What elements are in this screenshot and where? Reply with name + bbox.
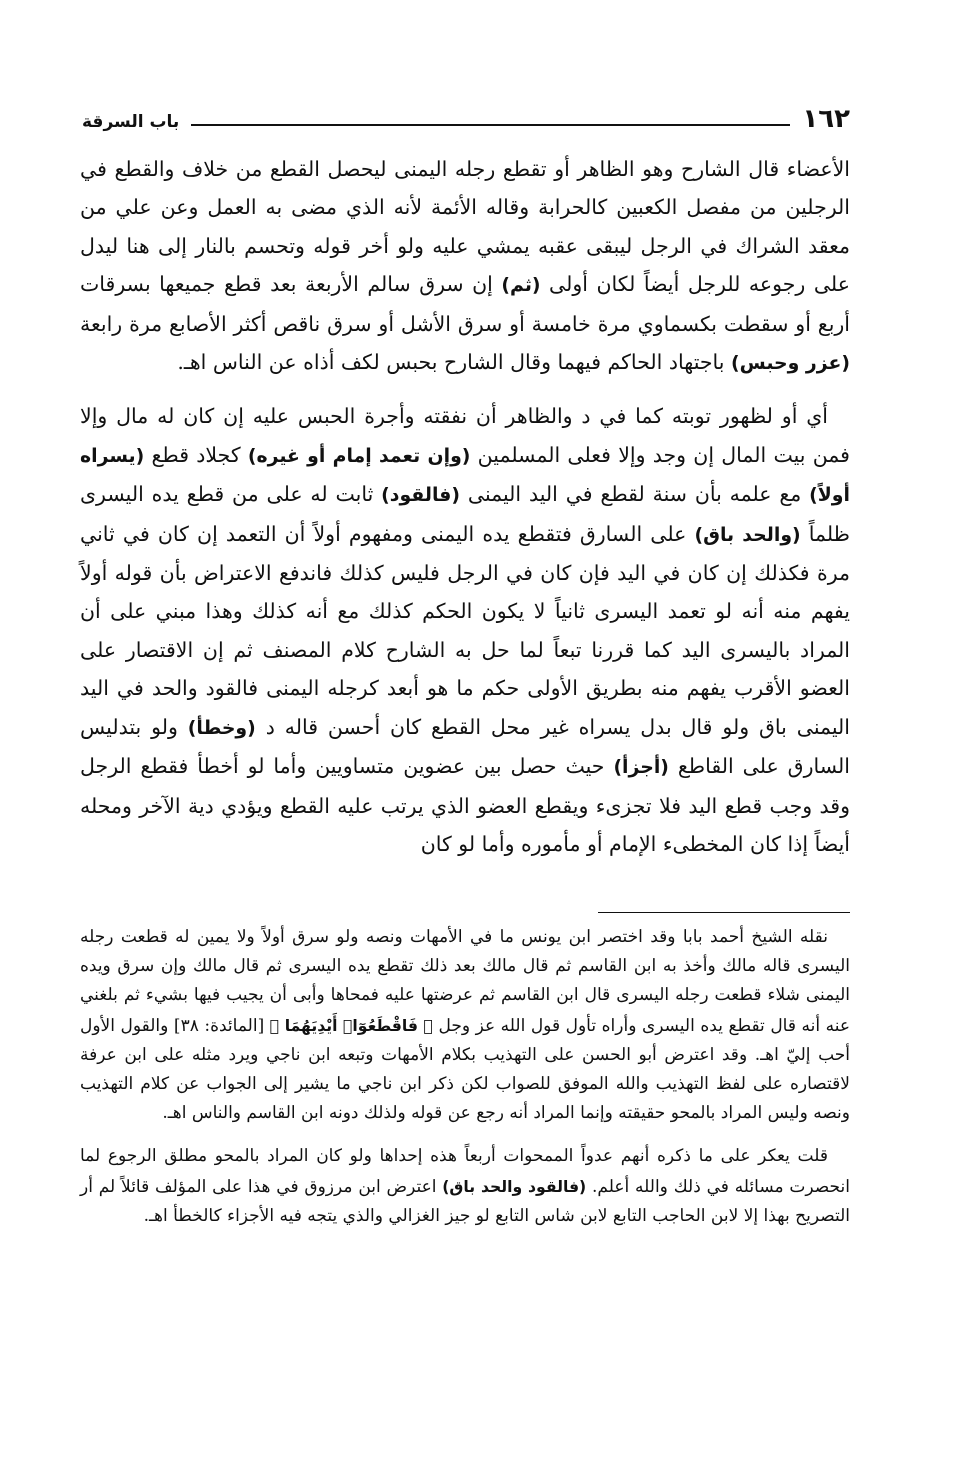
bold-term: (ثم) <box>501 274 541 297</box>
verse-reference: [المائدة: ٣٨] <box>173 1015 265 1036</box>
footnotes <box>80 923 850 1231</box>
bold-term: (عزر وحبس) <box>731 352 850 375</box>
chapter-title: باب السرقة <box>82 112 180 132</box>
header-rule <box>191 124 790 126</box>
text-run: ولو بتدليس السارق على القاطع <box>80 714 850 779</box>
main-paragraph-1 <box>80 150 850 382</box>
page-header <box>82 92 850 132</box>
bold-term: (يسراه أولاً) <box>80 444 850 507</box>
text-run: حيث حصل بين عضوين متساويين وأما لو أخطأ فقطع الرجل وقد وجب قطع اليد فلا تجزىء ويقطع العضو الذي يرتب عليه القطع ويؤدي دية الآخر ومحله أيضاً إذا كان المخطىء الإمام أو مأموره وأما لو كان <box>80 754 850 856</box>
text-run: نقله الشيخ أحمد بابا وقد اختصر ابن يونس ما في الأمهات ونصه ولو سرق أولاً ولا يمين له قطعت رجله اليسرى قاله مالك وأخذ به ابن القاسم ثم قال مالك بعد ذلك تقطع يده اليسرى ثم قال مالك وإن سرق ويده اليمنى شلاء قطعت رجله اليسرى قال ابن القاسم ثم عرضتها عليه فمحاها وأبى أن يجيب فيها بشيء ثم بلغني عنه أنه قال تقطع يده اليسرى وأراه تأول قول الله عز وجل <box>80 927 851 1036</box>
text-run: إن سرق سالم الأربعة بعد قطع جميعها بسرقات أربع أو سقطت بكسماوي مرة خامسة أو سرق الأشل أو سرق ناقص أكثر الأصابع مرة رابعة <box>80 272 850 336</box>
bold-term: (فالقود) <box>381 484 460 507</box>
main-paragraph-2 <box>80 397 850 863</box>
footnote-paragraph-1 <box>80 923 850 1128</box>
main-text <box>80 150 850 863</box>
bold-term: (فالقود والحد باق) <box>442 1176 587 1196</box>
footnote-separator <box>598 912 850 913</box>
text-run: باجتهاد الحاكم فيهما وقال الشارح بحبس لكف أذاه عن الناس اهـ. <box>177 350 725 375</box>
text-run: اعترض ابن مرزوق في هذا على المؤلف قائلاً لم أر التصريح بهذا إلا لابن الحاجب التابع لابن شاس التابع لو جيز الغزالي والذي يتجه فيه الأجزاء كالخطأ اهـ. <box>80 1176 850 1226</box>
text-run: أي أو لظهور توبته كما في د والظاهر أن نفقته وأجرة الحبس عليه إن كان له مال وإلا فمن بيت المال إن وجد وإلا فعلى المسلمين <box>80 404 850 467</box>
footnote-paragraph-2 <box>80 1142 850 1231</box>
page-number: ١٦٢ <box>802 104 850 134</box>
text-run: والقول الأول أحب إليّ اهـ. وقد اعترض أبو الحسن على التهذيب بكلام الأمهات وتبعه ابن ناجي ويرد مثله على ابن عرفة لاقتصاره على لفظ التهذيب والله الموفق للصواب لكن ذكر ابن ناجي ما يشير إلى الجواب عن كلام التهذيب ونصه وليس المراد بالمحو حقيقته وإنما المراد أنه رجع عن قوله ولذلك دونه ابن القاسم والناس اهـ. <box>80 1015 850 1124</box>
bold-term: (وخطأ) <box>187 716 256 739</box>
bold-term: (والحد باق) <box>694 523 801 546</box>
bold-term: (وإن تعمد إمام أو غيره) <box>247 444 471 467</box>
text-run: على السارق فتقطع يده اليمنى ومفهوم أولاً أن التعمد إن كان في ثاني مرة فكذلك إن كان في اليد فإن كان في الرجل فليس كذلك فاندفع الاعتراض بأن قوله أولاً يفهم منه أنه لو تعمد اليسرى ثانياً لا يكون الحكم كذلك مع أنه كذلك وهذا مبني على أن المراد باليسرى اليد كما قررنا تبعاً لما حل به الشارح كلام المصنف ثم إن الاقتصار على العضو الأقرب يفهم منه بطريق الأولى حكم ما هو أبعد كرجله اليمنى فالقود والحد في اليد اليمنى باق ولو قال بدل يسراه غير محل القطع كان أحسن قاله د <box>80 521 850 739</box>
text-run: كجلاد قطع <box>151 442 241 467</box>
bold-term: (أجزأ) <box>613 756 669 779</box>
text-run: ثابت له على من قطع يده اليسرى ظلماً <box>80 482 850 546</box>
text-run: قلت يعكر على ما ذكره أنهم عدواً الممحوات أربعاً هذه إحداها ولو كان المراد بالمحو مطلق الرجوع لما انحصرت مسائله في ذلك والله أعلم. <box>80 1146 850 1197</box>
text-run: مع علمه بأن سنة لقطع في اليد اليمنى <box>467 482 802 507</box>
text-run: الأعضاء قال الشارح وهو الظاهر أو تقطع رجله اليمنى ليحصل القطع من خلاف والقطع في الرجلين من مفصل الكعبين كالحرابة وقاله الأئمة لأنه الذي مضى به العمل وعن علي من معقد الشراك في الرجل ليبقى عقبه يمشي عليه ولو أخر قوله وتحسم بالنار إلى هنا ليدل على رجوعه للرجل أيضاً لكان أولى <box>80 157 850 297</box>
quran-verse: ﴿ فَاقْطَعُوٓا۟ أَيْدِيَهُمَا ﴾ <box>269 1015 433 1035</box>
